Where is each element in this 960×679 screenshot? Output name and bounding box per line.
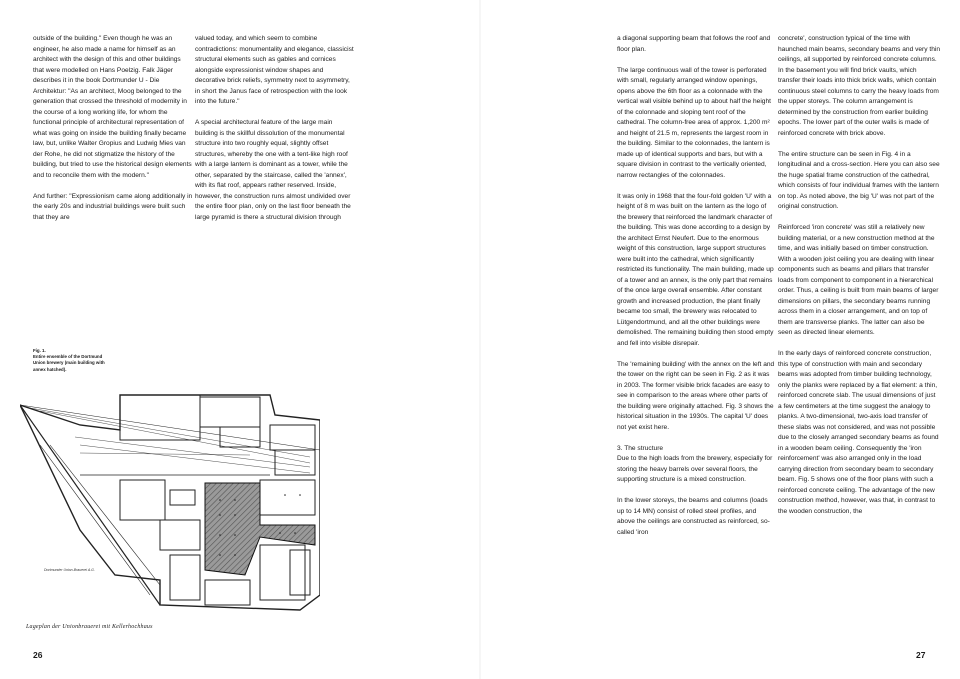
section-heading: 3. The structure xyxy=(617,444,664,452)
figure-label: Fig. 1. xyxy=(33,348,46,353)
page-gutter xyxy=(479,0,481,679)
plan-caption: Lageplan der Unionbrauerei mit Kellerhochhaus xyxy=(26,624,153,630)
paragraph: The 'remaining building' with the annex on the left and the tower on the right can be seen in Fig. 2 as it was in 2003. The former visible brick facades are easy to see in comparison to the areas where other parts of the building were originally attached. Fig. 3 shows the historical situation in the 1930s. The capital 'U' does not yet exist here. xyxy=(617,360,775,431)
figure-caption-text: Entire ensemble of the Dortmund Union brewery (main building with annex hatched). xyxy=(33,354,105,372)
right-page-column-1 xyxy=(617,34,775,538)
paragraph: Due to the high loads from the brewery, especially for storing the heavy barrels over several floors, the supporting structure is a mixed construction. xyxy=(617,455,773,483)
paragraph: A special architectural feature of the large main building is the skillful dissolution of the monumental structure into two roughly equal, slightly offset structures, whereby the one with a tent-like high roof with a large lantern is dominant as a tower, while the other, separated by the staircase, called the 'annex', with its flat roof, appears rather reserved. Inside, however, the construction runs almost undivided over the entire floor plan, only on the last floor beneath the large pyramid is there a structural division through xyxy=(195,119,351,221)
paragraph: valued today, and which seem to combine contradictions: monumentality and elegance, classicist structural elements such as gables and cornices alongside expressionist window shapes and decorative brick reliefs, symmetry next to asymmetry, in short the Janus face of retrospection with the look into the future." xyxy=(195,35,354,105)
paragraph: outside of the building." Even though he was an engineer, he also made a name for himself as an architect with the design of this and other buildings that were modelled on Hans Poelzig. Falk Jäger describes it in the book Dortmunder U - Die Architektur: "As an architect, Moog belonged to the generation that crossed the threshold of modernity in the course of a long working life, for whom the functional principle of architectural representation of what was going on inside the building finally became law, but, unlike Walter Gropius and Ludwig Mies van der Rohe, he did not stigmatize the history of the building, but tried to use the historical design elements and to reconcile them with the modern." xyxy=(33,35,192,179)
page-number-left: 26 xyxy=(33,650,43,660)
page-number-right: 27 xyxy=(916,650,926,660)
paragraph: And further: "Expressionism came along additionally in the early 20s and industrial buildings were built such that they are xyxy=(33,192,193,221)
site-plan-drawing xyxy=(20,385,320,625)
paragraph: The entire structure can be seen in Fig. 4 in a longitudinal and a cross-section. Here you can also see the huge spatial frame construction of the cathedral, which consists of four individual frames with the lantern on top. As noted above, the big 'U' was not part of the original construction. xyxy=(778,150,940,210)
right-page-column-2 xyxy=(778,34,940,517)
plan-label: Dortmunder Union-Brauerei A.G. xyxy=(44,568,95,572)
paragraph: concrete', construction typical of the time with haunched main beams, secondary beams and very thin ceilings, all supported by reinforced concrete columns. In the basement you will find brick vaults, which transfer their loads into thick brick walls, which contain continuous steel columns to carry the heavy loads from the upper storeys. The column arrangement is determined by the construction from earlier building epochs. The lower part of the outer walls is made of reinforced concrete with brick above. xyxy=(778,35,941,137)
left-page-column-1 xyxy=(33,34,193,223)
paragraph: In the early days of reinforced concrete construction, this type of construction with main and secondary beams was adopted from timber building technology, only the planks were replaced by a flat element: a thin, reinforced concrete slab. The usual dimensions of just a few centimeters at the time suggest the analogy to planks. A two-dimensional, two-axis load transfer of these slabs was not considered, and was not possible due to the closely arranged secondary beams as found in a wooden beam ceiling. Consequently the 'iron reinforcement' was also arranged only in the load carrying direction from secondary beam to secondary beam. Fig. 5 shows one of the floor plans with such a reinforced concrete ceiling. The advantage of the new construction method, however, was that, in contrast to the wooden construction, the xyxy=(778,350,939,515)
paragraph: In the lower storeys, the beams and columns (loads up to 14 MN) consist of rolled steel profiles, and above the ceilings are constructed as reinforced, so-called 'iron xyxy=(617,497,770,536)
figure-caption xyxy=(33,348,113,373)
paragraph: a diagonal supporting beam that follows the roof and floor plan. xyxy=(617,35,771,53)
paragraph: It was only in 1968 that the four-fold golden 'U' with a height of 8 m was built on the lantern as the logo of the brewery that reinforced the landmark character of the building. This was done according to a design by the architect Ernst Neufert. Due to the enormous weight of this construction, large support structures were built into the cathedral, which significantly restricted its functionality. The main building, made up of a tower and an annex, is the only part that remains of the once large overall ensemble. After constant growth and increased production, the plant finally became too small, the brewery was relocated to Lütgendortmund, and all the other buildings were demolished. The remaining building then stood empty and fell into visible disrepair. xyxy=(617,192,774,347)
paragraph: Reinforced 'iron concrete' was still a relatively new building material, or a new construction method at the time, and was initially based on timber construction. With a wooden joist ceiling you are dealing with linear components such as beams and pillars that transfer loads from component to component in a hierarchical order. Thus, a ceiling is built from main beams of larger dimensions on pillars, the secondary beams running across them in a closer arrangement, and on top of them are transverse planks. The latter can also be seen as directed linear elements. xyxy=(778,224,939,336)
paragraph: The large continuous wall of the tower is perforated with small, regularly arranged window openings, opens above the 6th floor as a colonnade with the vertical wall visible behind up to about half the height of the colonnade and sloping tent roof of the cathedral. The column-free area of approx. 1,200 m² and height of 21.5 m, represents the largest room in the building. Similar to the colonnades, the lantern is made up of identical supports and bars, but with a square division in contrast to the vertically oriented, narrow rectangles of the colonnades. xyxy=(617,66,771,179)
left-page-column-2 xyxy=(195,34,355,223)
